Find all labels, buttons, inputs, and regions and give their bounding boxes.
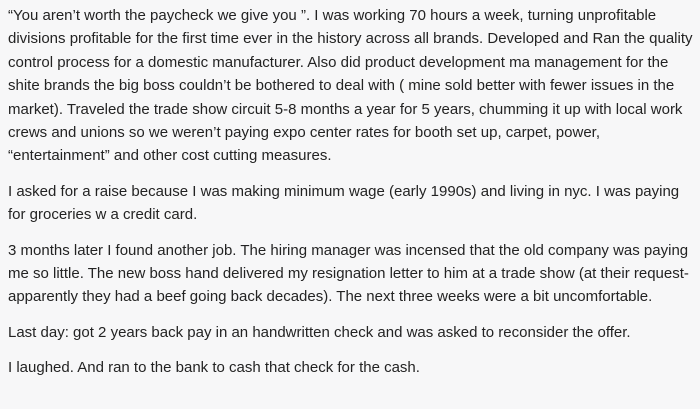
post-paragraph-2: I asked for a raise because I was making minimum wage (early 1990s) and living in nyc. I was paying for groceries w a credit card. [8,182,680,224]
post-paragraph-4: Last day: got 2 years back pay in an handwritten check and was asked to reconsider the offer. [8,323,631,341]
post-paragraph-3: 3 months later I found another job. The hiring manager was incensed that the old company was paying me so little. The new boss hand delivered my resignation letter to him at a trade show (at their request- apparently they had a beef going back decades). The next three weeks were a bit uncomfortable. [8,241,689,306]
post-paragraph-1: “You aren’t worth the paycheck we give you ”. I was working 70 hours a week, turning unprofitable divisions profitable for the first time ever in the history across all brands. Developed and Ran the quality control process for a domestic manufacturer. Also did product development ma management for the shite brands the big boss couldn’t be bothered to deal with ( mine sold better with fewer issues in the market). Traveled the trade show circuit 5-8 months a year for 5 years, chumming it up with local work crews and unions so we weren’t paying expo center rates for booth set up, carpet, power, “entertainment” and other cost cutting measures. [8,7,693,165]
post-paragraph-5: I laughed. And ran to the bank to cash that check for the cash. [8,359,420,377]
